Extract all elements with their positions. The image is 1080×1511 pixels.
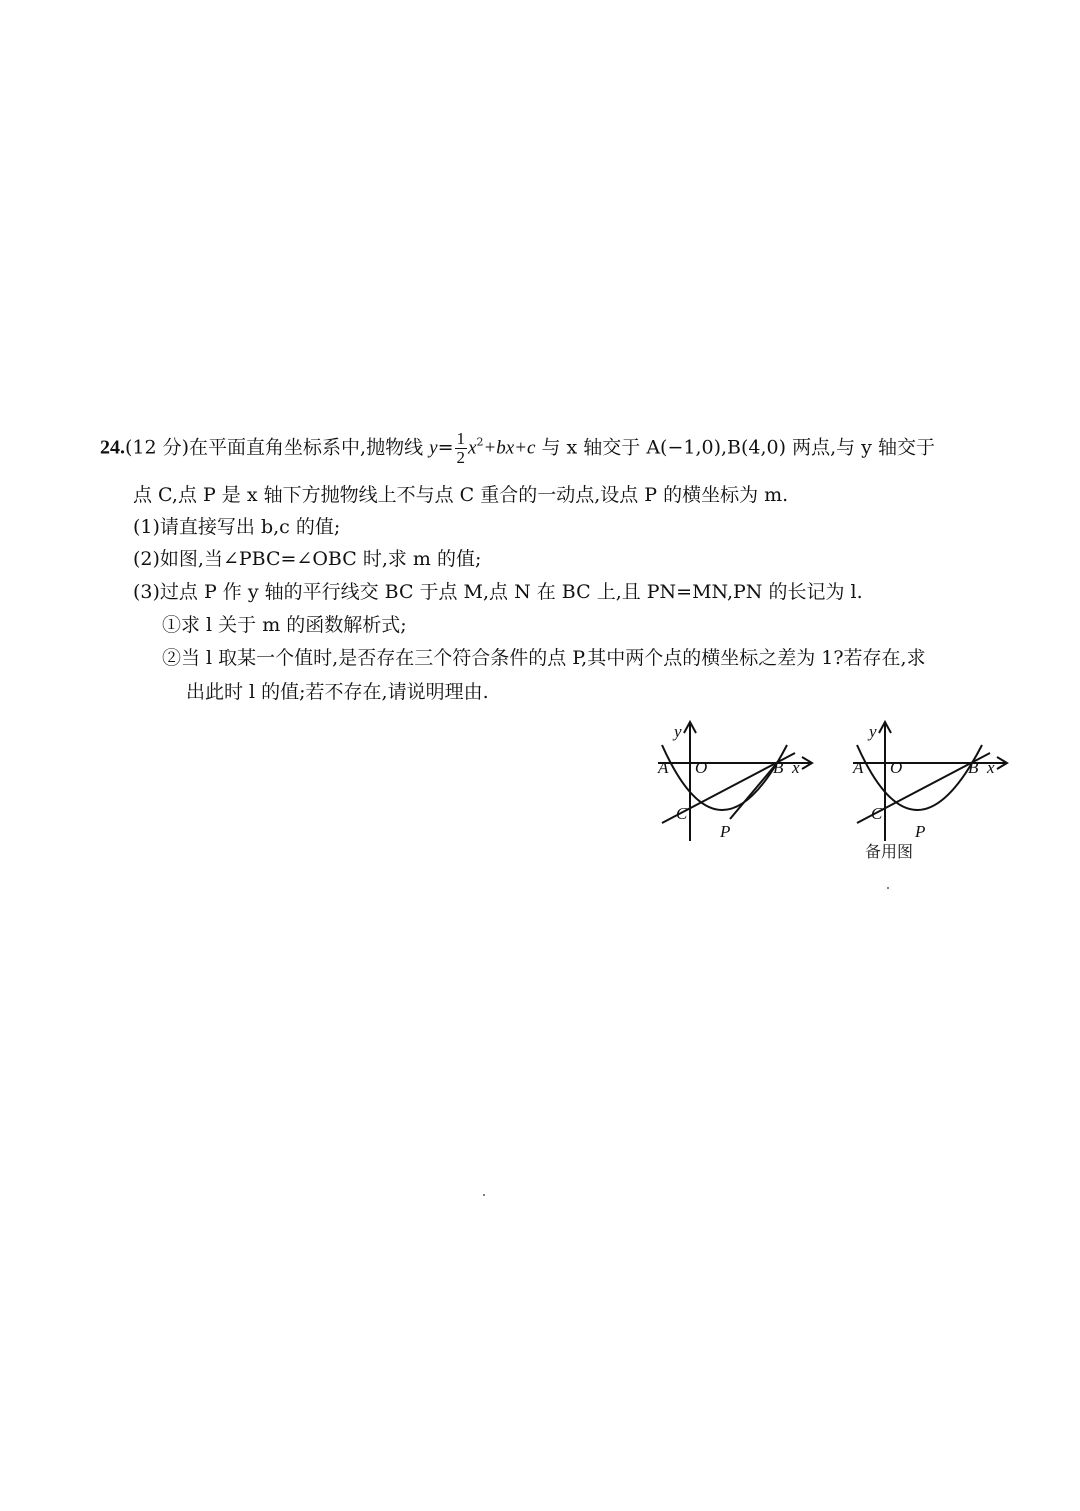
label-c: C: [871, 804, 883, 823]
label-x: x: [987, 758, 995, 777]
part-3-subpart-1: ①求 l 关于 m 的函数解析式;: [162, 614, 407, 636]
parabola-curve: [857, 745, 982, 810]
equation-x: x: [468, 437, 477, 459]
line-pb: [730, 763, 777, 819]
label-o: O: [890, 758, 903, 777]
part-3-subpart-2-line-2: 出此时 l 的值;若不存在,请说明理由.: [186, 681, 489, 703]
label-x: x: [792, 758, 800, 777]
figure-backup: [845, 715, 1015, 861]
figure-main-svg: [650, 715, 820, 845]
label-b: B: [773, 758, 784, 777]
speck-mark: [483, 1194, 485, 1196]
label-b: B: [968, 758, 979, 777]
figure-caption: 备用图: [865, 842, 914, 861]
problem-intro-2: 与 x 轴交于 A(−1,0),B(4,0) 两点,与 y 轴交于: [535, 436, 935, 459]
figure-backup-svg: [845, 715, 1015, 845]
part-3: (3)过点 P 作 y 轴的平行线交 BC 于点 M,点 N 在 BC 上,且 PN=MN,PN 的长记为 l.: [133, 581, 863, 603]
part-3-subpart-2-line-1: ②当 l 取某一个值时,是否存在三个符合条件的点 P,其中两个点的横坐标之差为 1?若存在,求: [162, 647, 926, 669]
label-a: A: [853, 758, 864, 777]
problem-line-2: 点 C,点 P 是 x 轴下方抛物线上不与点 C 重合的一动点,设点 P 的横坐标为 m.: [133, 484, 789, 506]
part-2: (2)如图,当∠PBC=∠OBC 时,求 m 的值;: [133, 548, 482, 570]
label-a: A: [658, 758, 669, 777]
equation-equals: =: [437, 436, 454, 459]
problem-line-1: [100, 430, 935, 467]
problem-score: (12 分): [125, 436, 190, 459]
problem-intro-1: 在平面直角坐标系中,抛物线: [189, 436, 430, 459]
label-p: P: [915, 822, 926, 841]
parabola-curve: [662, 745, 787, 810]
label-p: P: [720, 822, 731, 841]
figure-main: [650, 715, 820, 849]
equation-rest: +bx+c: [483, 437, 536, 459]
part-1: (1)请直接写出 b,c 的值;: [133, 516, 341, 538]
label-y: y: [869, 722, 877, 741]
equation-exponent: 2: [476, 435, 484, 449]
equation-y: y: [429, 437, 438, 459]
label-y: y: [674, 722, 682, 741]
fraction-denominator: 2: [456, 447, 465, 467]
figures: [650, 715, 1020, 865]
fraction-one-half: [455, 430, 468, 467]
label-c: C: [676, 804, 688, 823]
problem-number: 24.: [100, 436, 125, 459]
speck-mark: [887, 887, 889, 889]
label-o: O: [695, 758, 708, 777]
fraction-numerator: 1: [456, 429, 465, 448]
